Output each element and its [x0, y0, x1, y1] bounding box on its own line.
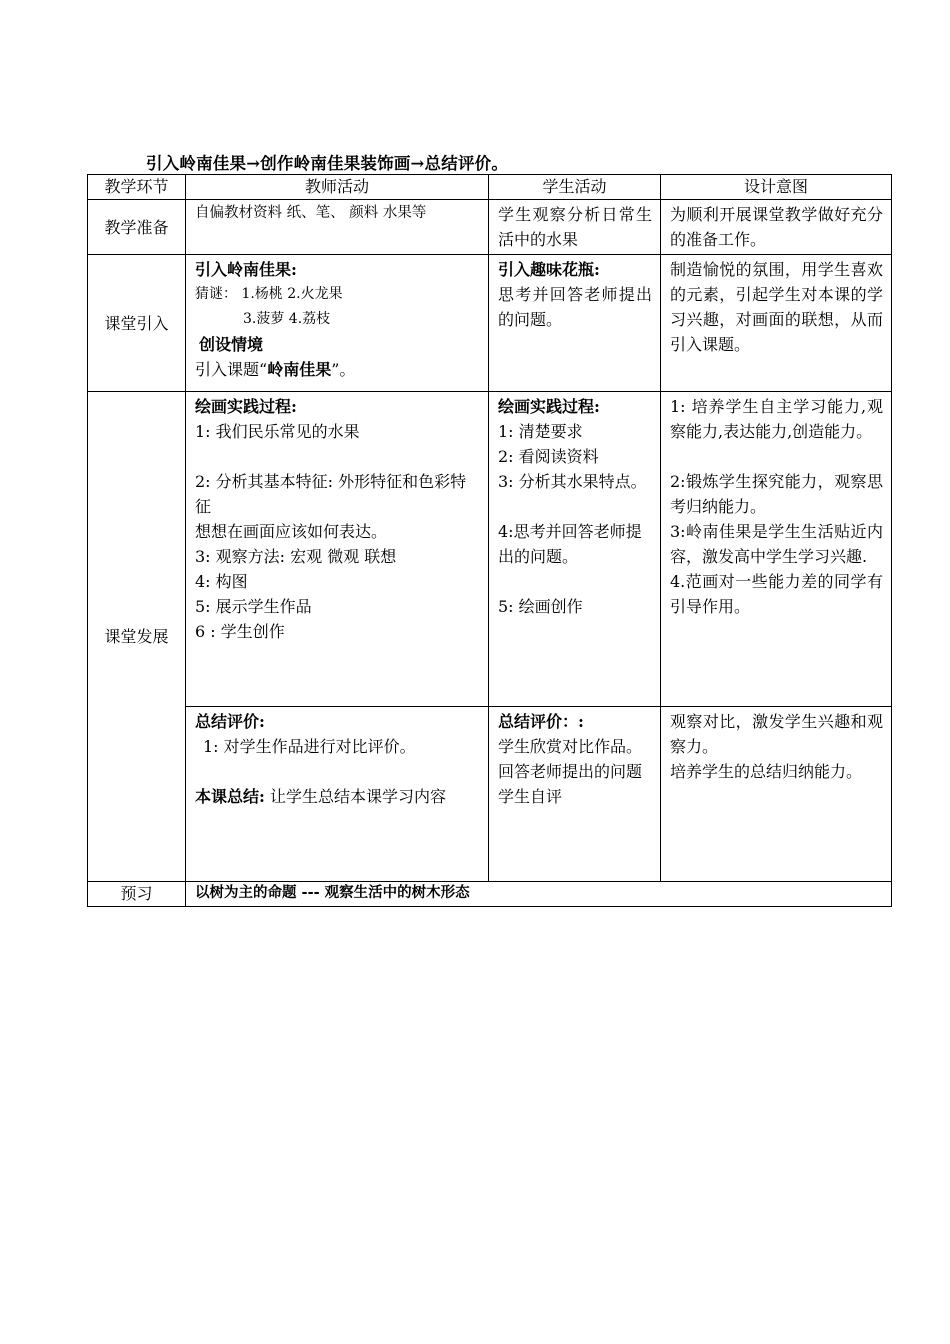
prep-student-text: 学生观察分析日常生活中的水果 — [498, 205, 652, 249]
row-label-develop: 课堂发展 — [88, 392, 186, 882]
table-row-prep — [88, 200, 892, 255]
header-teacher: 教师活动 — [186, 175, 489, 200]
develop-student-item-5: 5: 绘画创作 — [498, 597, 583, 616]
lesson-plan-table — [87, 174, 892, 907]
develop-student-item-3: 3: 分析其水果特点。 — [498, 472, 647, 491]
develop-student-heading: 绘画实践过程: — [498, 397, 600, 416]
develop-student-item-1: 1: 清楚要求 — [498, 422, 583, 441]
develop-intent — [661, 392, 892, 707]
intro-teacher — [186, 255, 489, 392]
intro-flow: 引入岭南佳果→创作岭南佳果装饰画→总结评价。 — [146, 154, 509, 173]
develop-intent-p3: 3:岭南佳果是学生生活贴近内容，激发高中学生学习兴趣. — [670, 522, 883, 566]
prep-student — [489, 200, 661, 255]
row-label-preview: 预习 — [88, 882, 186, 907]
riddle-line-1: 猜谜： 1.杨桃 2.火龙果 — [195, 286, 343, 302]
summary-lesson-label: 本课总结: — [195, 787, 265, 806]
header-stage: 教学环节 — [88, 175, 186, 200]
summary-teacher — [186, 707, 489, 882]
spacer — [498, 494, 652, 519]
intro-student — [489, 255, 661, 392]
prep-teacher — [186, 200, 489, 255]
topic-name: 岭南佳果 — [267, 360, 332, 379]
intro-intent-text: 制造愉悦的氛围，用学生喜欢的元素，引起学生对本课的学习兴趣，对画面的联想，从而引入课题。 — [670, 260, 883, 354]
develop-teacher-item-2b: 想想在画面应该如何表达。 — [195, 522, 388, 541]
develop-teacher-item-3: 3: 观察方法: 宏观 微观 联想 — [195, 547, 397, 566]
intro-student-text: 思考并回答老师提出的问题。 — [498, 285, 652, 329]
develop-intent-p2: 2:锻炼学生探究能力，观察思考归纳能力。 — [670, 472, 883, 516]
summary-teacher-heading: 总结评价: — [195, 712, 265, 731]
spacer — [195, 759, 480, 784]
develop-teacher — [186, 392, 489, 707]
row-label-intro: 课堂引入 — [88, 255, 186, 392]
develop-teacher-item-1: 1: 我们民乐常见的水果 — [195, 422, 360, 441]
preview-text: 以树为主的命题 --- 观察生活中的树木形态 — [195, 885, 470, 901]
table-row-summary — [88, 707, 892, 882]
table-header-row — [88, 175, 892, 200]
table-row-intro — [88, 255, 892, 392]
develop-teacher-item-6: 6 : 学生创作 — [195, 622, 285, 641]
develop-teacher-item-2: 2: 分析其基本特征: 外形特征和色彩特征 — [195, 472, 467, 516]
summary-lesson-wrap — [195, 784, 480, 809]
summary-student-item-2: 回答老师提出的问题 — [498, 762, 643, 781]
table-row-develop — [88, 392, 892, 707]
intro-topic — [195, 357, 480, 382]
spacer — [195, 444, 480, 469]
intro-student-heading: 引入趣味花瓶: — [498, 260, 600, 279]
develop-student — [489, 392, 661, 707]
develop-intent-p4: 4.范画对一些能力差的同学有引导作用。 — [670, 572, 883, 616]
summary-teacher-item-1: 1: 对学生作品进行对比评价。 — [203, 737, 416, 756]
spacer — [670, 444, 883, 469]
develop-student-item-4: 4:思考并回答老师提出的问题。 — [498, 522, 642, 566]
header-intent: 设计意图 — [661, 175, 892, 200]
summary-student-item-3: 学生自评 — [498, 787, 563, 806]
intro-intent — [661, 255, 892, 392]
summary-intent-p2: 培养学生的总结归纳能力。 — [670, 762, 863, 781]
intro-teacher-heading: 引入岭南佳果: — [195, 260, 297, 279]
develop-teacher-item-5: 5: 展示学生作品 — [195, 597, 312, 616]
summary-student — [489, 707, 661, 882]
prep-intent-text: 为顺利开展课堂教学做好充分的准备工作。 — [670, 205, 883, 249]
row-label-prep: 教学准备 — [88, 200, 186, 255]
riddle-line-2: 3.菠萝 4.荔枝 — [243, 311, 331, 327]
table-row-preview — [88, 882, 892, 907]
develop-teacher-heading: 绘画实践过程: — [195, 397, 297, 416]
prep-teacher-text: 自偏教材资料 纸、笔、 颜料 水果等 — [195, 205, 427, 221]
topic-suffix: ”。 — [331, 360, 356, 379]
summary-lesson-text: 让学生总结本课学习内容 — [264, 787, 447, 806]
topic-prefix: 引入课题“ — [195, 360, 268, 379]
develop-intent-p1: 1: 培养学生自主学习能力,观察能力,表达能力,创造能力。 — [670, 397, 883, 441]
summary-student-item-1: 学生欣赏对比作品。 — [498, 737, 643, 756]
develop-teacher-item-4: 4: 构图 — [195, 572, 248, 591]
spacer — [498, 569, 652, 594]
summary-intent — [661, 707, 892, 882]
intro-sub-heading: 创设情境 — [199, 335, 264, 354]
prep-intent — [661, 200, 892, 255]
summary-student-heading: 总结评价：: — [498, 712, 584, 731]
header-student: 学生活动 — [489, 175, 661, 200]
summary-intent-p1: 观察对比，激发学生兴趣和观察力。 — [670, 712, 883, 756]
develop-student-item-2: 2: 看阅读资料 — [498, 447, 599, 466]
preview-content — [186, 882, 892, 907]
